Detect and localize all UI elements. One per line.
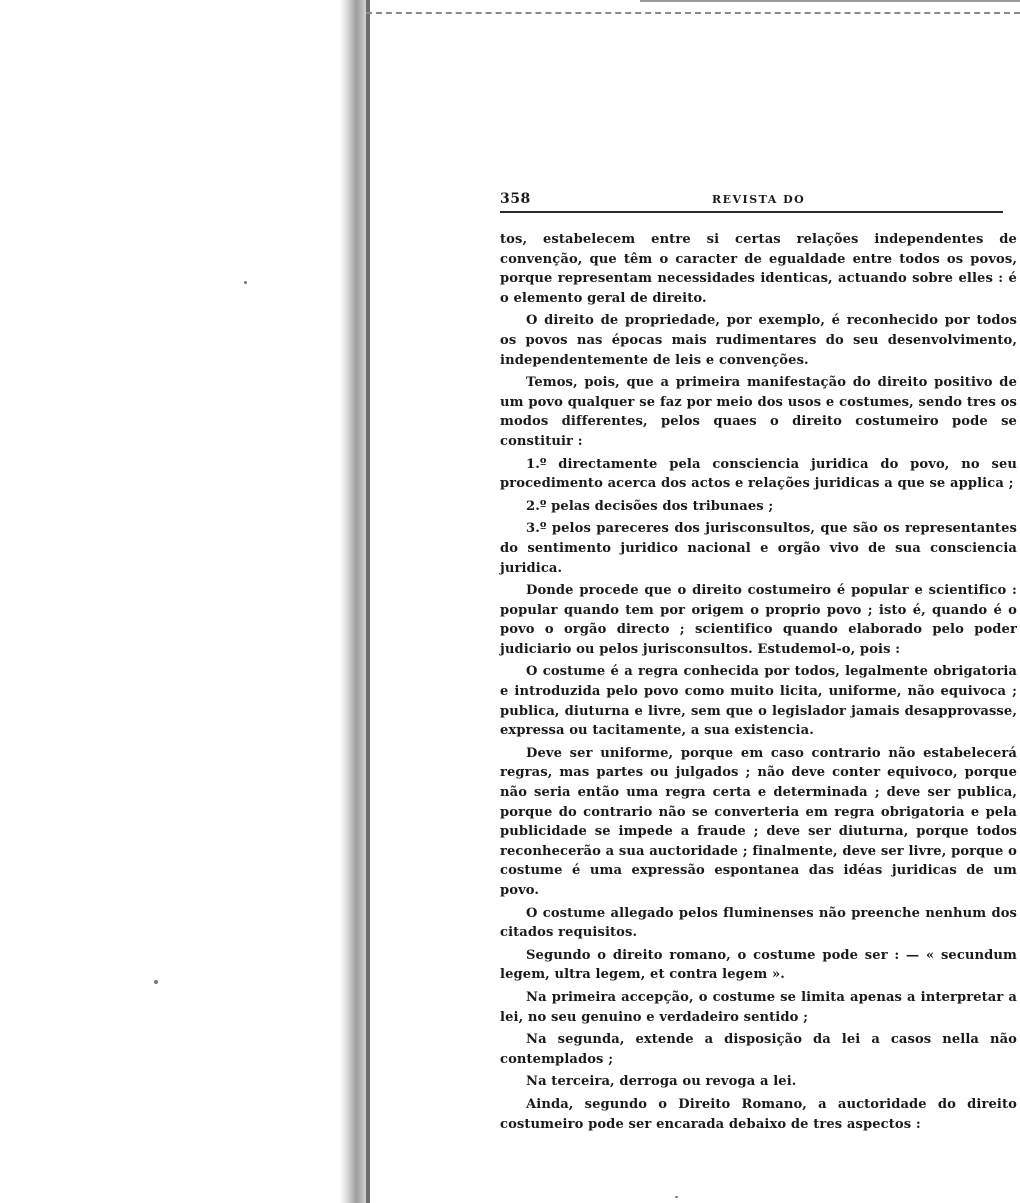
top-dashed-rule (366, 12, 1020, 14)
paragraph: Na terceira, derroga ou revoga a lei. (526, 1074, 797, 1090)
page-number: 358 (500, 191, 531, 207)
paragraph: tos, estabelecem entre si certas relações independentes de convenção, que têm o caracter de egualdade entre todos os povos, porque representam necessidades identicas, actuando sobre elles : é o elemento geral de direito. (500, 232, 1017, 306)
list-item: 3.º pelos pareceres dos jurisconsultos, que são os representantes do sentimento juridico nacional e orgão vivo de sua consciencia juridica. (500, 521, 1017, 576)
list-item: 2.º pelas decisões dos tribunaes ; (526, 498, 774, 514)
list-item: 1.º directamente pela consciencia juridica do povo, no seu procedimento acerca dos actos e relações juridicas a que se applica ; (500, 456, 1017, 492)
page-header (500, 191, 1003, 211)
body-text (500, 230, 1017, 1137)
running-head: REVISTA DO (712, 193, 806, 206)
paragraph: O costume allegado pelos fluminenses não preenche nenhum dos citados requisitos. (500, 905, 1017, 941)
paragraph: Ainda, segundo o Direito Romano, a auctoridade do direito costumeiro pode ser encarada debaixo de tres aspectos : (500, 1096, 1017, 1132)
paragraph: O direito de propriedade, por exemplo, é reconhecido por todos os povos nas épocas mais rudimentares do seu desenvolvimento, independentemente de leis e convenções. (500, 313, 1017, 368)
scan-speck (244, 281, 247, 284)
paragraph: Temos, pois, que a primeira manifestação do direito positivo de um povo qualquer se faz por meio dos usos e costumes, sendo tres os modos differentes, pelos quaes o direito costumeiro pode se constituir : (500, 375, 1017, 449)
paragraph: Segundo o direito romano, o costume pode ser : — « secundum legem, ultra legem, et contra legem ». (500, 947, 1017, 983)
header-rule (500, 211, 1003, 213)
paragraph: O costume é a regra conhecida por todos, legalmente obrigatoria e introduzida pelo povo como muito licita, uniforme, não equivoca ; publica, diuturna e livre, sem que o legislador jamais desapprovasse, expressa ou tacitamente, a sua existencia. (500, 664, 1017, 739)
top-edge-line (640, 0, 1020, 2)
scan-speck (154, 980, 158, 984)
page-gutter-edge (366, 0, 370, 1203)
paragraph: Deve ser uniforme, porque em caso contrario não estabelecerá regras, mas partes ou julgados ; não deve conter equivoco, porque não seria então uma regra certa e determinada ; deve ser publica, porque do contrario não se converteria em regra obrigatoria e pela publicidade se impede a fraude ; deve ser diuturna, porque todos reconhecerão a sua auctoridade ; finalmente, deve ser livre, porque o costume é uma expressão espontanea das idéas juridicas de um povo. (500, 745, 1017, 898)
paragraph: Donde procede que o direito costumeiro é popular e scientifico : popular quando tem por origem o proprio povo ; isto é, quando é o povo o orgão directo ; scientifico quando elaborado pelo poder judiciario ou pelos jurisconsultos. Estudemol-o, pois : (500, 583, 1017, 657)
paragraph: Na segunda, extende a disposição da lei a casos nella não contemplados ; (500, 1032, 1017, 1067)
paragraph: Na primeira accepção, o costume se limita apenas a interpretar a lei, no seu genuino e verdadeiro sentido ; (500, 989, 1017, 1025)
scan-speck (675, 1196, 678, 1198)
